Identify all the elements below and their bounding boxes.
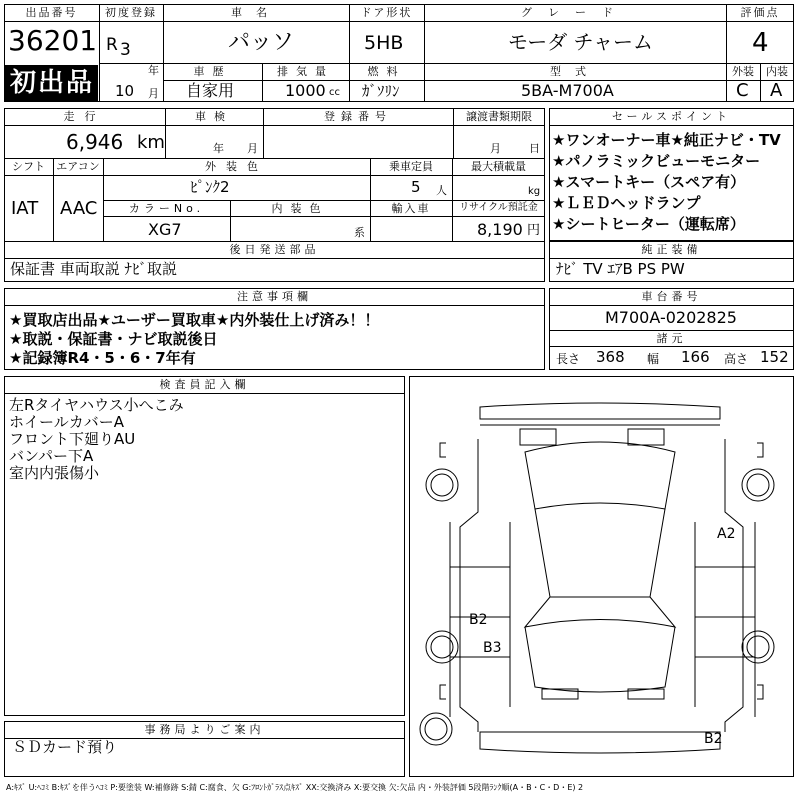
mileage-label: 走行	[63, 110, 106, 123]
office-value: ＳＤカード預り	[12, 738, 118, 756]
model: 5BA-M700A	[521, 81, 614, 100]
plate-label: 登録番号	[324, 110, 392, 123]
recycle-label: リサイクル預託金	[459, 202, 538, 213]
capacity-unit: 人	[436, 184, 447, 197]
caution-label: 注意事項欄	[237, 290, 312, 303]
inspector-line: フロント下廻りAU	[9, 430, 136, 448]
sales-point: ★パノラミックビューモニター	[552, 152, 761, 170]
inspector-line: 室内内張傷小	[9, 464, 100, 482]
car-name: パッソ	[228, 30, 295, 55]
office-label: 事務局よりご案内	[144, 723, 265, 736]
inspection-month-unit: 月	[247, 142, 258, 155]
sales-points-list	[552, 130, 781, 235]
caution-line: ★記録簿R4・5・6・7年有	[9, 349, 196, 367]
ext-color: ﾋﾟﾝｸ2	[190, 178, 230, 196]
height: 152	[760, 348, 789, 366]
first-reg-month: 10	[115, 82, 135, 100]
caution-line: ★取説・保証書・ナビ取説後日	[9, 330, 218, 348]
inspector-line: 左Rタイヤハウス小へこみ	[9, 396, 184, 414]
sales-point: ★スマートキー（スペア有）	[552, 173, 746, 191]
color-no-label: カラーNo.	[128, 202, 205, 215]
legend: A:ｷｽﾞ U:ﾍｺﾐ B:ｷｽﾞを伴うﾍｺﾐ P:要塗装 W:補修跡 S:錆 C:腐食、欠 G:ﾌﾛﾝﾄｶﾞﾗｽ点ｷｽﾞ XX:交換済み X:要交換 欠:欠品 内・外装評価 5段階ﾗﾝｸ順(A・B・C・D・E) 2	[6, 783, 584, 792]
width-label: 幅	[647, 352, 660, 366]
first-listing-label: 初出品	[10, 68, 95, 98]
car-name-label: 車名	[231, 6, 281, 19]
transfer-month-unit: 月	[490, 142, 501, 155]
first-reg-label: 初度登録	[105, 6, 157, 19]
docs-label: 後日発送部品	[229, 243, 320, 256]
exterior-label: 外装	[732, 65, 754, 78]
damage-mark-b2-bottom: B2	[704, 731, 723, 747]
ac: AAC	[60, 198, 98, 219]
max-load-label: 最大積載量	[471, 160, 526, 173]
inspection-year-unit: 年	[213, 142, 224, 155]
displacement-unit: cc	[329, 87, 340, 98]
car-diagram-section	[409, 376, 794, 777]
model-label: 型式	[550, 65, 600, 78]
inspector-label: 検査員記入欄	[159, 378, 250, 391]
dimensions-label: 諸元	[656, 332, 687, 345]
mileage-unit: km	[137, 132, 165, 153]
car-diagram-icon	[410, 377, 793, 776]
shift: IAT	[11, 198, 39, 219]
capacity-label: 乗車定員	[389, 160, 433, 173]
sales-point: ★シートヒーター（運転席）	[552, 215, 745, 233]
score: 4	[752, 28, 769, 58]
interior-grade: A	[770, 80, 783, 101]
sales-points-label: セールスポイント	[611, 110, 731, 123]
equipment-label: 純正装備	[641, 243, 702, 256]
caution-lines	[9, 311, 379, 368]
recycle-unit: 円	[527, 223, 541, 238]
equipment-value: ﾅﾋﾞ TV ｴｱB PS PW	[556, 260, 685, 278]
grade-label: グレード	[521, 6, 629, 19]
length: 368	[596, 348, 625, 366]
color-no: XG7	[148, 220, 182, 239]
displacement: 1000	[285, 81, 326, 100]
import-label: 輸入車	[391, 202, 431, 215]
width: 166	[681, 348, 710, 366]
docs-value: 保証書 車両取説 ﾅﾋﾞ取説	[10, 260, 178, 278]
fuel: ｶﾞｿﾘﾝ	[362, 82, 400, 100]
sales-point: ★ワンオーナー車★純正ナビ・TV	[552, 131, 781, 149]
shift-label: シフト	[12, 160, 45, 173]
inspector-line: ホイールカバーA	[9, 413, 124, 431]
inspector-line: バンパー下A	[9, 447, 94, 465]
grade: モーダ チャーム	[508, 30, 653, 54]
transfer-label: 譲渡書類期限	[466, 110, 532, 123]
door: 5HB	[364, 32, 404, 54]
mileage: 6,946	[66, 130, 124, 154]
max-load-unit: kg	[528, 186, 541, 197]
history-label: 車歴	[193, 65, 232, 78]
chassis-number: M700A-0202825	[605, 308, 737, 327]
lot-no-label: 出品番号	[25, 6, 78, 19]
ac-label: エアコン	[56, 160, 100, 173]
inspector-notes	[9, 397, 184, 482]
inspection-label: 車検	[195, 110, 233, 123]
history: 自家用	[186, 81, 235, 100]
chassis-label: 車台番号	[641, 290, 702, 303]
ext-color-label: 外装色	[205, 160, 268, 173]
damage-mark-b2-left: B2	[469, 612, 488, 628]
first-reg-era: R	[106, 35, 118, 55]
sales-point: ★ＬＥＤヘッドランプ	[552, 194, 701, 212]
month-unit: 月	[148, 87, 159, 100]
recycle-amount: 8,190	[477, 220, 523, 239]
caution-line: ★買取店出品★ユーザー買取車★内外装仕上げ済み！！	[9, 311, 380, 329]
first-reg-year: 3	[120, 40, 131, 60]
height-label: 高さ	[724, 352, 749, 366]
fuel-label: 燃料	[367, 65, 406, 78]
displacement-label: 排気量	[277, 65, 334, 78]
score-label: 評価点	[740, 6, 780, 19]
door-label: ドア形状	[360, 6, 413, 19]
damage-mark-a2: A2	[717, 526, 736, 542]
length-label: 長さ	[556, 352, 581, 366]
capacity: 5	[411, 178, 421, 196]
int-color-suffix: 系	[354, 226, 365, 239]
exterior-grade: C	[736, 80, 749, 101]
year-unit: 年	[148, 64, 159, 77]
damage-mark-b3: B3	[483, 640, 502, 656]
transfer-day-unit: 日	[529, 142, 540, 155]
lot-no: 36201	[8, 24, 98, 57]
interior-label: 内装	[766, 65, 788, 78]
int-color-label: 内装色	[271, 202, 329, 215]
